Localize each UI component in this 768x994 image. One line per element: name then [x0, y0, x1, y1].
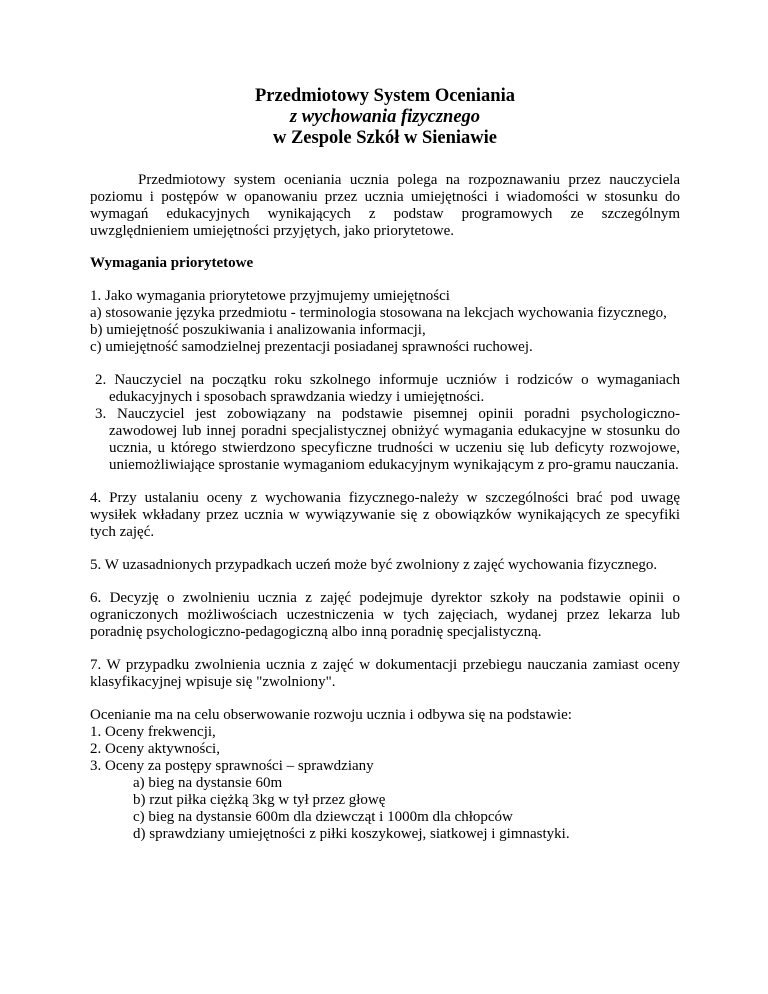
points-2-3 [90, 372, 680, 474]
point-3: 3. Nauczyciel jest zobowiązany na podstawie pisemnej opinii poradni psychologiczno-zawodowej lub innej poradni specjalistycznej obniżyć wymagania edukacyjne w stosunku do ucznia, u którego stwierdzono specyficzne trudności w uczeniu się lub deficyty rozwojowe, uniemożliwiające sprostanie wymaganiom edukacyjnym wynikającym z pro-gramu nauczania. [95, 406, 680, 473]
document-title [90, 86, 680, 149]
assessment-subitem: a) bieg na dystansie 60m [133, 775, 283, 791]
assessment-section [90, 707, 680, 843]
assessment-item: 2. Oceny aktywności, [90, 741, 220, 757]
point-4: 4. Przy ustalaniu oceny z wychowania fizycznego-należy w szczególności brać pod uwagę wysiłek wkładany przez ucznia w wywiązywanie się z obowiązków wynikających ze specyfiki tych zajęć. [90, 490, 680, 540]
point-2: 2. Nauczyciel na początku roku szkolnego informuje uczniów i rodziców o wymaganiach edukacyjnych i sposobach sprawdzania wiedzy i umiejętności. [95, 372, 680, 405]
assessment-subitem: c) bieg na dystansie 600m dla dziewcząt i 1000m dla chłopców [133, 809, 513, 825]
document-page [90, 86, 680, 843]
point-1-a: a) stosowanie języka przedmiotu - terminologia stosowana na lekcjach wychowania fizycznego, [90, 305, 667, 321]
point-6: 6. Decyzję o zwolnieniu ucznia z zajęć podejmuje dyrektor szkoły na podstawie opinii o ograniczonych możliwościach uczestniczenia w tych zajęciach, wydanej przez lekarza lub poradnię psychologiczno-pedagogiczną albo inną poradnię specjalistyczną. [90, 590, 680, 640]
title-line-3: w Zespole Szkół w Sieniawie [272, 128, 498, 148]
point-1-b: b) umiejętność poszukiwania i analizowania informacji, [90, 322, 426, 338]
assessment-lead: Ocenianie ma na celu obserwowanie rozwoju ucznia i odbywa się na podstawie: [90, 707, 572, 723]
point-7: 7. W przypadku zwolnienia ucznia z zajęć w dokumentacji przebiegu nauczania zamiast oceny klasyfikacyjnej wpisuje się "zwolniony". [90, 657, 680, 690]
section-heading: Wymagania priorytetowe [90, 255, 254, 271]
title-line-1: Przedmiotowy System Oceniania [255, 86, 515, 106]
point-1-c: c) umiejętność samodzielnej prezentacji posiadanej sprawności ruchowej. [90, 339, 533, 355]
point-5: 5. W uzasadnionych przypadkach uczeń może być zwolniony z zajęć wychowania fizycznego. [90, 557, 658, 573]
assessment-item: 3. Oceny za postępy sprawności – sprawdziany [90, 758, 374, 774]
assessment-subitem: d) sprawdziany umiejętności z piłki koszykowej, siatkowej i gimnastyki. [133, 826, 570, 842]
assessment-item: 1. Oceny frekwencji, [90, 724, 216, 740]
title-line-2: z wychowania fizycznego [289, 107, 481, 127]
assessment-subitem: b) rzut piłka ciężką 3kg w tył przez głowę [133, 792, 386, 808]
point-1 [90, 288, 680, 356]
intro-paragraph: Przedmiotowy system oceniania ucznia polega na rozpoznawaniu przez nauczyciela poziomu i postępów w opanowaniu przez ucznia umiejętności i wiadomości w stosunku do wymagań edukacyjnych wynikających z podstaw programowych ze szczególnym uwzględnieniem umiejętności przyjętych, jako priorytetowe. [90, 172, 680, 239]
point-1-lead: 1. Jako wymagania priorytetowe przyjmujemy umiejętności [90, 288, 450, 304]
